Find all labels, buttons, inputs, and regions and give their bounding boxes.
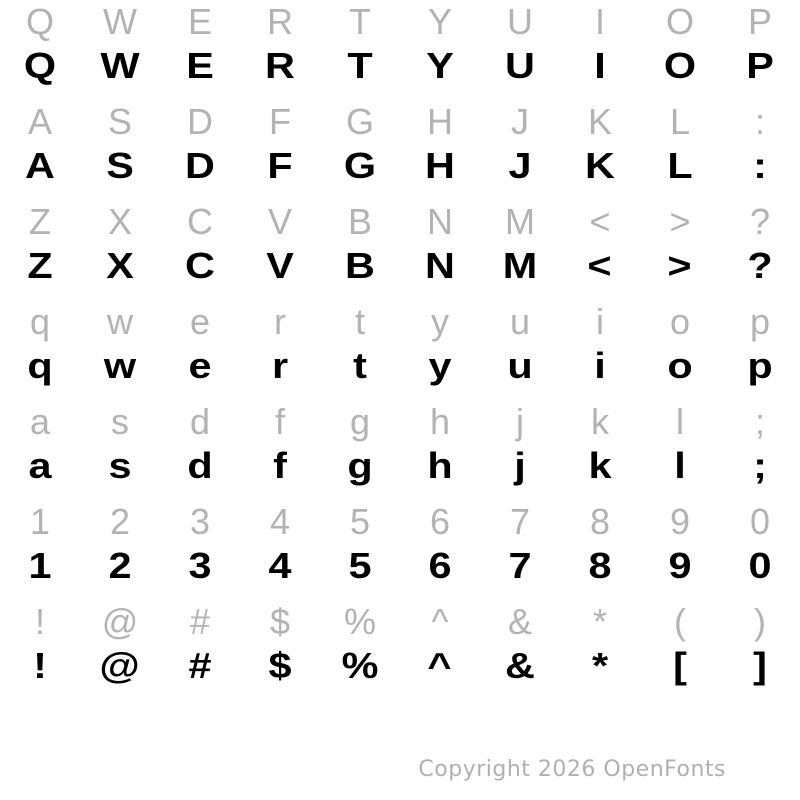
font-glyph: T (347, 45, 373, 86)
font-glyph: V (266, 245, 294, 286)
font-glyph: ] (753, 645, 767, 686)
font-glyph: R (265, 45, 295, 86)
glyph-row-pair (0, 100, 800, 200)
reference-char-row (0, 400, 800, 444)
font-glyph: X (106, 245, 134, 286)
font-glyph-row (0, 140, 800, 192)
font-glyph: < (587, 245, 613, 286)
font-glyph: D (185, 145, 215, 186)
font-glyph: 4 (268, 545, 292, 586)
font-glyph-row (0, 640, 800, 692)
font-glyph: 7 (508, 545, 532, 586)
reference-char: f (274, 401, 285, 442)
reference-char: % (343, 601, 376, 642)
font-glyph: k (588, 445, 612, 486)
reference-char: h (429, 401, 451, 442)
glyph-row-pair (0, 600, 800, 700)
reference-char: e (189, 301, 211, 342)
reference-char: B (347, 201, 372, 242)
reference-char: V (267, 201, 292, 242)
font-glyph: u (507, 345, 533, 386)
reference-char: q (29, 301, 51, 342)
reference-char: a (29, 401, 51, 442)
font-glyph-row (0, 240, 800, 292)
reference-char: l (676, 401, 684, 442)
reference-char: 1 (29, 501, 51, 542)
font-glyph: H (425, 145, 455, 186)
reference-char: O (665, 1, 694, 42)
reference-char: H (427, 101, 453, 142)
reference-char: ? (749, 201, 771, 242)
font-glyph: a (28, 445, 52, 486)
reference-char: o (669, 301, 691, 342)
font-glyph: 6 (428, 545, 452, 586)
glyph-row-pair (0, 0, 800, 100)
font-glyph: @ (99, 645, 141, 686)
reference-char: $ (269, 601, 291, 642)
reference-char-row (0, 0, 800, 44)
font-glyph: Y (426, 45, 454, 86)
reference-char: Y (427, 1, 452, 42)
reference-char: 0 (749, 501, 771, 542)
glyph-row-pair (0, 300, 800, 400)
reference-char: p (749, 301, 771, 342)
font-glyph: 0 (748, 545, 772, 586)
reference-char: M (505, 201, 535, 242)
reference-char: y (431, 301, 449, 342)
font-glyph: P (746, 45, 774, 86)
font-glyph: ! (33, 645, 47, 686)
font-glyph: Z (27, 245, 53, 286)
font-glyph: o (667, 345, 693, 386)
font-glyph: B (345, 245, 375, 286)
reference-char: W (103, 1, 137, 42)
font-glyph: # (188, 645, 212, 686)
font-glyph: N (425, 245, 455, 286)
reference-char: # (189, 601, 211, 642)
font-glyph: r (271, 345, 289, 386)
font-glyph: y (428, 345, 452, 386)
reference-char: k (591, 401, 609, 442)
reference-char: * (592, 601, 607, 642)
font-glyph: S (106, 145, 134, 186)
reference-char: t (354, 301, 365, 342)
reference-char: d (189, 401, 211, 442)
glyph-row-pair (0, 200, 800, 300)
font-glyph: 9 (668, 545, 692, 586)
reference-char: Z (29, 201, 51, 242)
font-glyph: g (347, 445, 373, 486)
reference-char: 3 (189, 501, 211, 542)
font-glyph: 1 (28, 545, 52, 586)
font-glyph: * (591, 645, 609, 686)
font-glyph: f (273, 445, 287, 486)
reference-char: u (509, 301, 531, 342)
font-glyph: W (100, 45, 140, 86)
reference-char: C (187, 201, 213, 242)
font-glyph: e (188, 345, 212, 386)
font-glyph: A (25, 145, 55, 186)
reference-char: K (587, 101, 612, 142)
font-glyph: F (267, 145, 293, 186)
font-glyph: l (674, 445, 686, 486)
reference-char: i (596, 301, 604, 342)
reference-char: T (349, 1, 371, 42)
reference-char: E (187, 1, 212, 42)
reference-char: L (669, 101, 691, 142)
font-glyph: ; (753, 445, 767, 486)
reference-char: > (669, 201, 691, 242)
font-glyph: ? (747, 245, 773, 286)
reference-char: 6 (429, 501, 451, 542)
reference-char: r (274, 301, 286, 342)
font-glyph: K (585, 145, 615, 186)
font-glyph: > (667, 245, 693, 286)
reference-char: ( (674, 601, 686, 642)
reference-char: ^ (431, 601, 449, 642)
font-glyph: [ (673, 645, 687, 686)
font-glyph: & (505, 645, 535, 686)
reference-char: X (107, 201, 132, 242)
reference-char: 9 (669, 501, 691, 542)
font-glyph: d (187, 445, 213, 486)
reference-char: R (267, 1, 293, 42)
font-glyph: 8 (588, 545, 612, 586)
font-glyph: L (667, 145, 693, 186)
font-glyph: s (108, 445, 132, 486)
font-glyph-row (0, 40, 800, 92)
reference-char: j (516, 401, 524, 442)
reference-char: < (589, 201, 611, 242)
font-glyph-row (0, 440, 800, 492)
reference-char-row (0, 600, 800, 644)
font-glyph: q (27, 345, 53, 386)
reference-char-row (0, 200, 800, 244)
font-glyph: p (747, 345, 773, 386)
reference-char: 5 (349, 501, 371, 542)
font-glyph: I (594, 45, 606, 86)
font-glyph: G (343, 145, 377, 186)
reference-char: F (269, 101, 291, 142)
font-glyph: w (103, 345, 137, 386)
reference-char: ; (754, 401, 765, 442)
reference-char: w (107, 301, 133, 342)
reference-char: U (507, 1, 533, 42)
reference-char: 2 (109, 501, 131, 542)
glyph-row-pair (0, 400, 800, 500)
font-glyph: U (505, 45, 535, 86)
font-glyph: J (508, 145, 532, 186)
reference-char-row (0, 100, 800, 144)
reference-char: 4 (269, 501, 291, 542)
reference-char: @ (101, 601, 139, 642)
reference-char: Q (25, 1, 54, 42)
font-glyph: M (502, 245, 538, 286)
font-glyph: j (514, 445, 526, 486)
font-glyph: i (594, 345, 606, 386)
reference-char: P (747, 1, 772, 42)
font-glyph: O (663, 45, 697, 86)
reference-char: g (349, 401, 371, 442)
font-glyph: h (427, 445, 453, 486)
reference-char: & (507, 601, 532, 642)
reference-char-row (0, 500, 800, 544)
font-glyph: Q (23, 45, 57, 86)
glyph-row-pair (0, 500, 800, 600)
font-glyph: 5 (348, 545, 372, 586)
reference-char: G (345, 101, 374, 142)
reference-char: ! (34, 601, 45, 642)
font-glyph: C (185, 245, 215, 286)
font-glyph: E (186, 45, 214, 86)
font-glyph-row (0, 340, 800, 392)
font-glyph: ^ (427, 645, 453, 686)
reference-char: N (427, 201, 453, 242)
font-glyph: % (341, 645, 379, 686)
reference-char: s (111, 401, 129, 442)
font-glyph-row (0, 540, 800, 592)
reference-char: 7 (509, 501, 531, 542)
reference-char: D (187, 101, 213, 142)
font-glyph: 2 (108, 545, 132, 586)
font-glyph: : (753, 145, 767, 186)
reference-char: : (754, 101, 765, 142)
reference-char: J (511, 101, 529, 142)
reference-char: ) (754, 601, 766, 642)
font-glyph: 3 (188, 545, 212, 586)
reference-char: S (107, 101, 132, 142)
copyright-text: Copyright 2026 OpenFonts (418, 757, 726, 782)
reference-char: I (594, 1, 605, 42)
font-glyph: t (353, 345, 367, 386)
reference-char-row (0, 300, 800, 344)
reference-char: A (27, 101, 52, 142)
font-glyph: $ (268, 645, 292, 686)
reference-char: 8 (589, 501, 611, 542)
